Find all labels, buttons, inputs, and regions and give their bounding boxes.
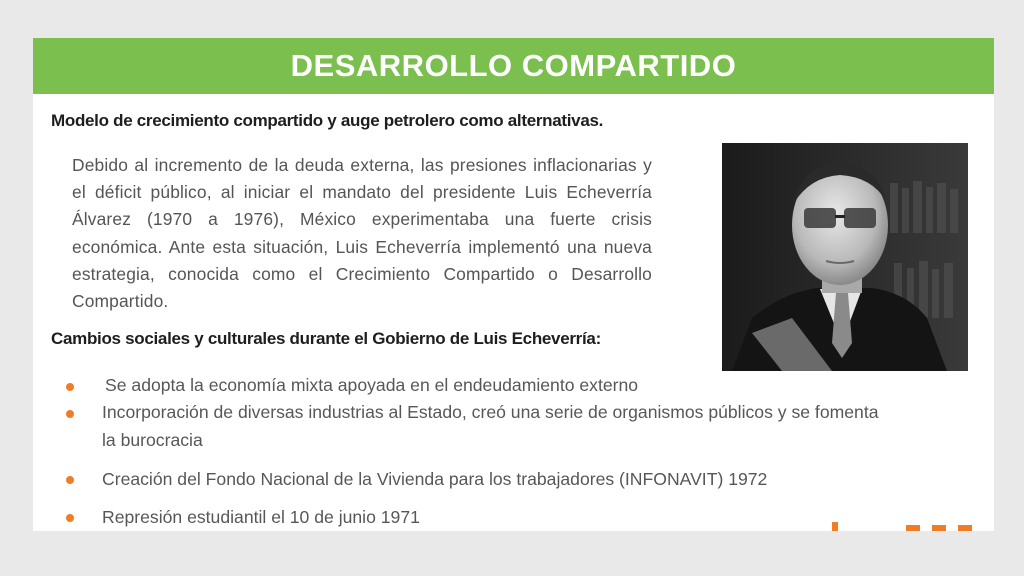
slide [33,38,994,531]
bullet-dot [66,410,74,418]
decorative-mark [906,525,920,531]
decorative-mark [958,525,972,531]
bullet-dot [66,476,74,484]
intro-paragraph: Debido al incremento de la deuda externa, las presiones inflacionarias y el déficit público, al iniciar el mandato del presidente Luis Echeverría Álvarez (1970 a 1976), México experimentaba una fuerte crisis económica. Ante esta situación, Luis Echeverría implementó una nueva estrategia, conocida como el Crecimiento Compartido o Desarrollo Compartido. [72,155,652,312]
decorative-mark [832,522,838,531]
bullet-list [33,38,994,531]
bullet-dot [66,514,74,522]
bullet-text: Se adopta la economía mixta apoyada en el endeudamiento externo [105,375,639,395]
section-heading-changes: Cambios sociales y culturales durante el Gobierno de Luis Echeverría: [51,329,601,348]
slide-title: DESARROLLO COMPARTIDO [290,48,737,83]
decorative-mark [932,525,946,531]
section-heading-model: Modelo de crecimiento compartido y auge petrolero como alternativas. [51,111,604,130]
bullet-text: Incorporación de diversas industrias al Estado, creó una serie de organismos públicos y se fomenta [102,402,879,422]
bullet-dot [66,383,74,391]
bullet-text-continuation: la burocracia [102,430,203,450]
bullet-text: Creación del Fondo Nacional de la Vivienda para los trabajadores (INFONAVIT) 1972 [102,469,768,489]
bullet-text: Represión estudiantil el 10 de junio 1971 [102,507,420,527]
